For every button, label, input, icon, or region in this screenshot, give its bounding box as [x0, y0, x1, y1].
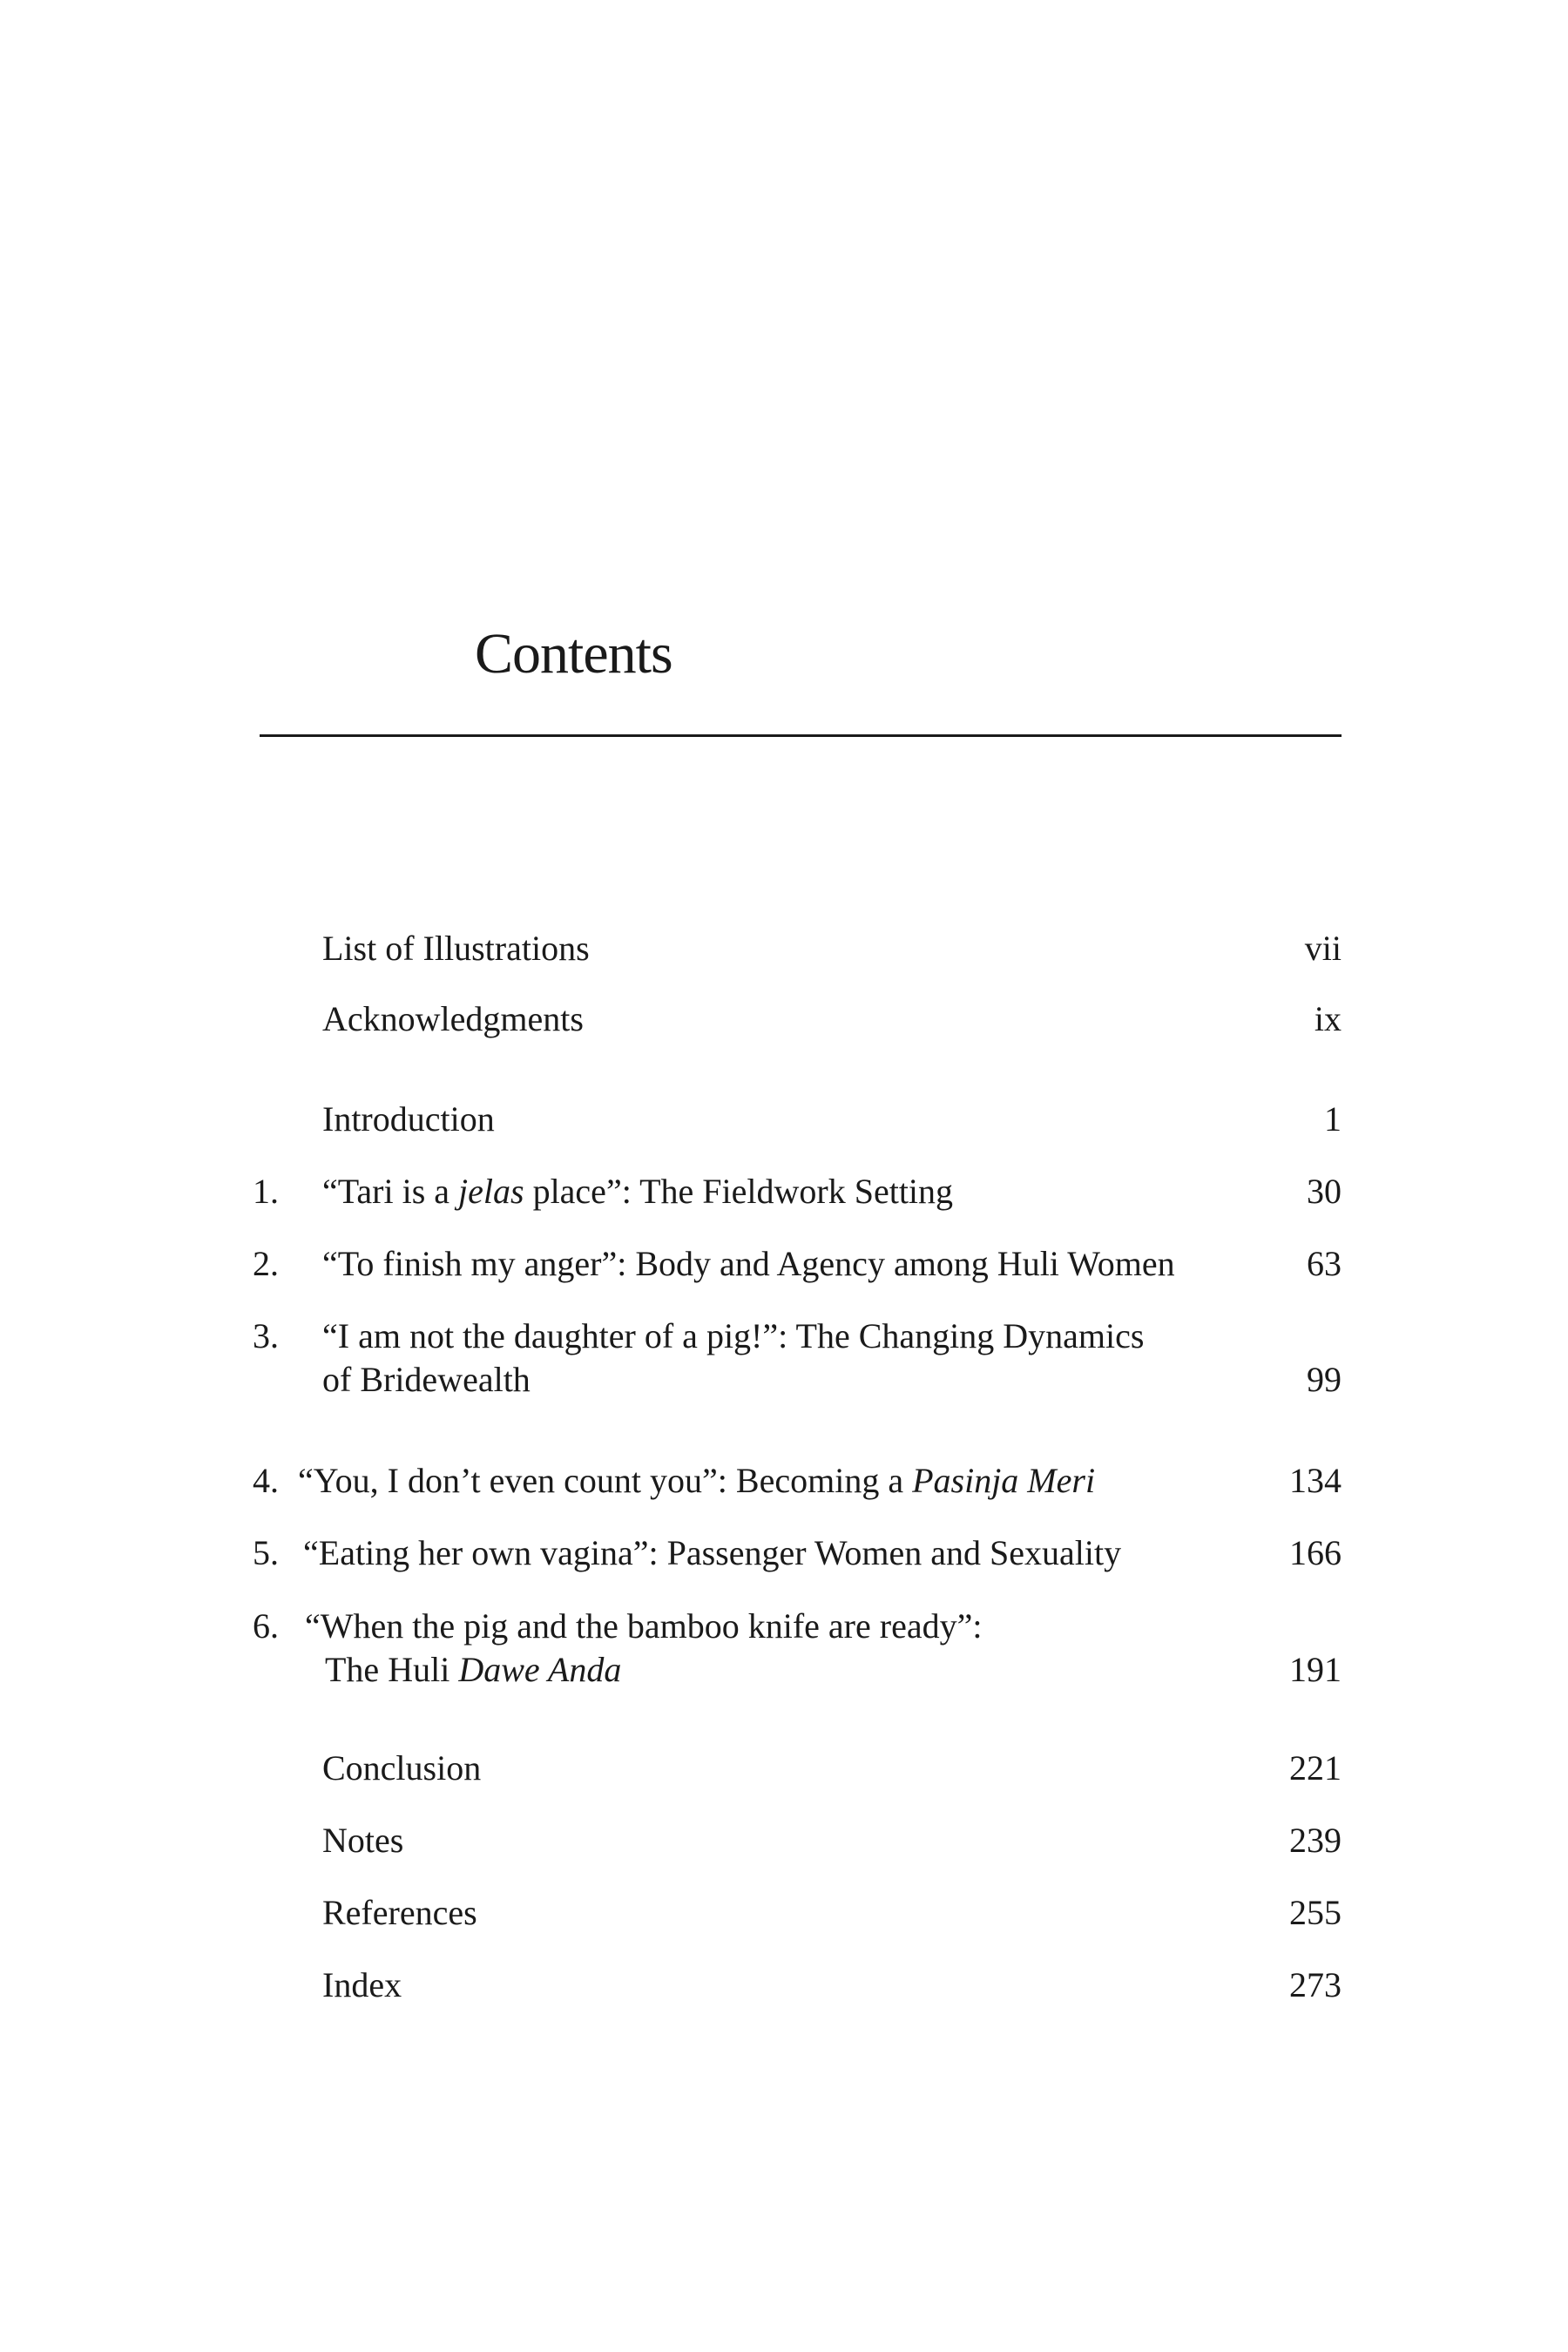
- toc-entry-text-part: The Huli: [325, 1650, 459, 1689]
- toc-entry-page: 166: [1289, 1533, 1342, 1572]
- toc-entry-text: Introduction: [322, 1099, 495, 1139]
- toc-entry-number: 3.: [253, 1316, 279, 1355]
- toc-entry-page: 255: [1289, 1893, 1342, 1932]
- toc-entry-number: 2.: [253, 1244, 279, 1283]
- toc-entry-page: 30: [1307, 1172, 1342, 1211]
- toc-entry-text: Notes: [322, 1821, 404, 1860]
- toc-entry-page: 191: [1289, 1650, 1342, 1689]
- toc-entry-text: Conclusion: [322, 1748, 482, 1788]
- toc-entry-page: 1: [1324, 1099, 1342, 1139]
- toc-entry-number: 1.: [253, 1172, 279, 1211]
- toc-entry-text: [322, 1170, 953, 1213]
- toc-entry-text: “I am not the daughter of a pig!”: The Changing Dynamics: [322, 1316, 1145, 1355]
- toc-entry-text-line2: of Bridewealth: [322, 1360, 531, 1399]
- toc-entry-page: 221: [1289, 1748, 1342, 1788]
- toc-entry-page: ix: [1314, 999, 1342, 1038]
- toc-entry-text: Acknowledgments: [322, 999, 584, 1038]
- toc-entry-page: 134: [1289, 1461, 1342, 1500]
- toc-entry-text: “When the pig and the bamboo knife are ready”:: [305, 1606, 983, 1646]
- toc-entry-text-part: “Tari is a: [322, 1172, 459, 1211]
- toc-entry-text: Index: [322, 1965, 402, 2004]
- toc-entry-text-part: place”: The Fieldwork Setting: [524, 1172, 954, 1211]
- toc-entry-page: 239: [1289, 1821, 1342, 1860]
- toc-entry-page: 63: [1307, 1244, 1342, 1283]
- toc-entry-text-line2: [325, 1648, 621, 1692]
- toc-entry-text: References: [322, 1893, 477, 1932]
- toc-entry-text: “Eating her own vagina”: Passenger Women and Sexuality: [303, 1533, 1122, 1572]
- toc-entry-text-italic: jelas: [458, 1172, 524, 1211]
- toc-entry-text: [298, 1459, 1095, 1503]
- toc-entry-page: 273: [1289, 1965, 1342, 2004]
- toc-entry-text: List of Illustrations: [322, 929, 590, 968]
- toc-entry-number: 6.: [253, 1606, 279, 1646]
- toc-entry-text: “To finish my anger”: Body and Agency among Huli Women: [322, 1244, 1175, 1283]
- toc-entry-page: vii: [1304, 929, 1342, 968]
- toc-entry-number: 4.: [253, 1461, 279, 1500]
- page-title: Contents: [475, 622, 672, 686]
- toc-entry-page: 99: [1307, 1360, 1342, 1399]
- toc-entry-text-italic: Dawe Anda: [458, 1650, 622, 1689]
- toc-entry-text-italic: Pasinja Meri: [912, 1461, 1096, 1500]
- toc-entry-text-part: “You, I don’t even count you”: Becoming a: [298, 1461, 913, 1500]
- toc-entry-number: 5.: [253, 1533, 279, 1572]
